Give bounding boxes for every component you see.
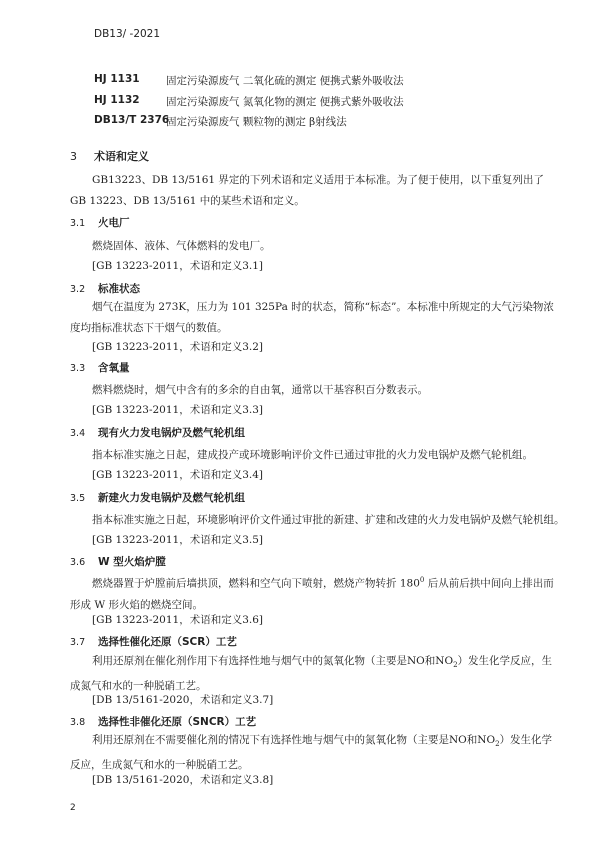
term-heading bbox=[70, 634, 237, 649]
term-definition: 燃烧固体、液体、气体燃料的发电厂。 bbox=[92, 240, 271, 252]
term-definition bbox=[70, 570, 562, 616]
term-definition: 烟气在温度为 273K，压力为 101 325Pa 时的状态，简称“标态”。本标准中所规定的大气污染物浓度均指标准状态下干烟气的数值。 bbox=[70, 301, 554, 334]
std-code: HJ 1132 bbox=[94, 94, 140, 106]
term-reference: [GB 13223-2011，术语和定义3.4] bbox=[92, 469, 264, 481]
term-definition bbox=[70, 730, 562, 776]
term-heading bbox=[70, 215, 130, 230]
term-definition-part: 后从前后拱中间向上排出而形成 W 形火焰的燃烧空间。 bbox=[70, 577, 554, 611]
std-code: HJ 1131 bbox=[94, 73, 140, 85]
term-number: 3.1 bbox=[70, 218, 86, 229]
term-number: 3.3 bbox=[70, 363, 86, 374]
section-title: 术语和定义 bbox=[94, 150, 149, 163]
term-definition-part: ）发生化学反应，生成氮气和水的一种脱硝工艺。 bbox=[70, 655, 553, 693]
term-number: 3.6 bbox=[70, 557, 86, 568]
std-title: 固定污染源废气 氮氧化物的测定 便携式紫外吸收法 bbox=[166, 96, 404, 108]
term-title: 新建火力发电锅炉及燃气轮机组 bbox=[98, 492, 245, 504]
term-reference: [GB 13223-2011，术语和定义3.6] bbox=[92, 614, 264, 626]
term-definition bbox=[70, 651, 562, 697]
term-definition: 指本标准实施之日起，建成投产或环境影响评价文件已通过审批的火力发电锅炉及燃气轮机组。 bbox=[92, 449, 533, 461]
term-title: 现有火力发电锅炉及燃气轮机组 bbox=[98, 427, 245, 439]
term-number: 3.5 bbox=[70, 493, 86, 504]
term-reference: [DB 13/5161-2020，术语和定义3.8] bbox=[92, 774, 274, 786]
term-reference: [GB 13223-2011，术语和定义3.2] bbox=[92, 341, 264, 353]
section-heading bbox=[70, 148, 149, 164]
subscript: 2 bbox=[453, 661, 458, 670]
section-number: 3 bbox=[70, 150, 77, 163]
term-title: W 型火焰炉膛 bbox=[98, 556, 166, 568]
term-heading bbox=[70, 554, 166, 569]
term-definition-part: 燃烧器置于炉膛前后墙拱顶，燃料和空气向下喷射，燃烧产物转折 180 bbox=[92, 577, 420, 590]
term-reference: [GB 13223-2011，术语和定义3.5] bbox=[92, 534, 264, 546]
std-code: DB13/T 2376 bbox=[94, 114, 170, 126]
term-title: 选择性催化还原（SCR）工艺 bbox=[98, 636, 237, 648]
term-definition: 指本标准实施之日起，环境影响评价文件通过审批的新建、扩建和改建的火力发电锅炉及燃气轮机组。 bbox=[92, 514, 565, 526]
term-heading bbox=[70, 360, 130, 375]
term-number: 3.8 bbox=[70, 717, 86, 728]
term-title: 标准状态 bbox=[98, 283, 140, 295]
term-reference: [GB 13223-2011，术语和定义3.3] bbox=[92, 404, 264, 416]
term-heading bbox=[70, 714, 256, 729]
term-heading bbox=[70, 490, 245, 505]
section-intro: GB13223、DB 13/5161 界定的下列术语和定义适用于本标准。为了便于使用，以下重复列出了 GB 13223、DB 13/5161 中的某些术语和定义。 bbox=[70, 174, 544, 207]
term-number: 3.4 bbox=[70, 428, 86, 439]
term-title: 选择性非催化还原（SNCR）工艺 bbox=[98, 716, 257, 728]
term-definition-part: 利用还原剂在催化剂作用下有选择性地与烟气中的氮氧化物（主要是NO和NO bbox=[92, 655, 454, 667]
std-title: 固定污染源废气 颗粒物的测定 β射线法 bbox=[166, 116, 347, 128]
term-title: 含氧量 bbox=[98, 362, 130, 374]
std-code: DB13/ -2021 bbox=[94, 28, 161, 40]
term-number: 3.2 bbox=[70, 284, 86, 295]
subscript: 2 bbox=[495, 740, 500, 749]
term-reference: [GB 13223-2011，术语和定义3.1] bbox=[92, 260, 264, 272]
page-number: 2 bbox=[70, 803, 76, 813]
term-number: 3.7 bbox=[70, 637, 86, 648]
superscript: 0 bbox=[419, 576, 425, 584]
term-heading bbox=[70, 425, 245, 440]
term-reference: [DB 13/5161-2020，术语和定义3.7] bbox=[92, 694, 274, 706]
term-definition-part: ）发生化学反应，生成氮气和水的一种脱硝工艺。 bbox=[70, 734, 553, 772]
term-heading bbox=[70, 281, 140, 296]
term-definition-part: 利用还原剂在不需要催化剂的情况下有选择性地与烟气中的氮氧化物（主要是NO和NO bbox=[92, 734, 496, 746]
term-title: 火电厂 bbox=[98, 217, 130, 229]
std-title: 固定污染源废气 二氧化硫的测定 便携式紫外吸收法 bbox=[166, 75, 404, 87]
term-definition: 燃料燃烧时，烟气中含有的多余的自由氧，通常以干基容积百分数表示。 bbox=[92, 384, 428, 396]
